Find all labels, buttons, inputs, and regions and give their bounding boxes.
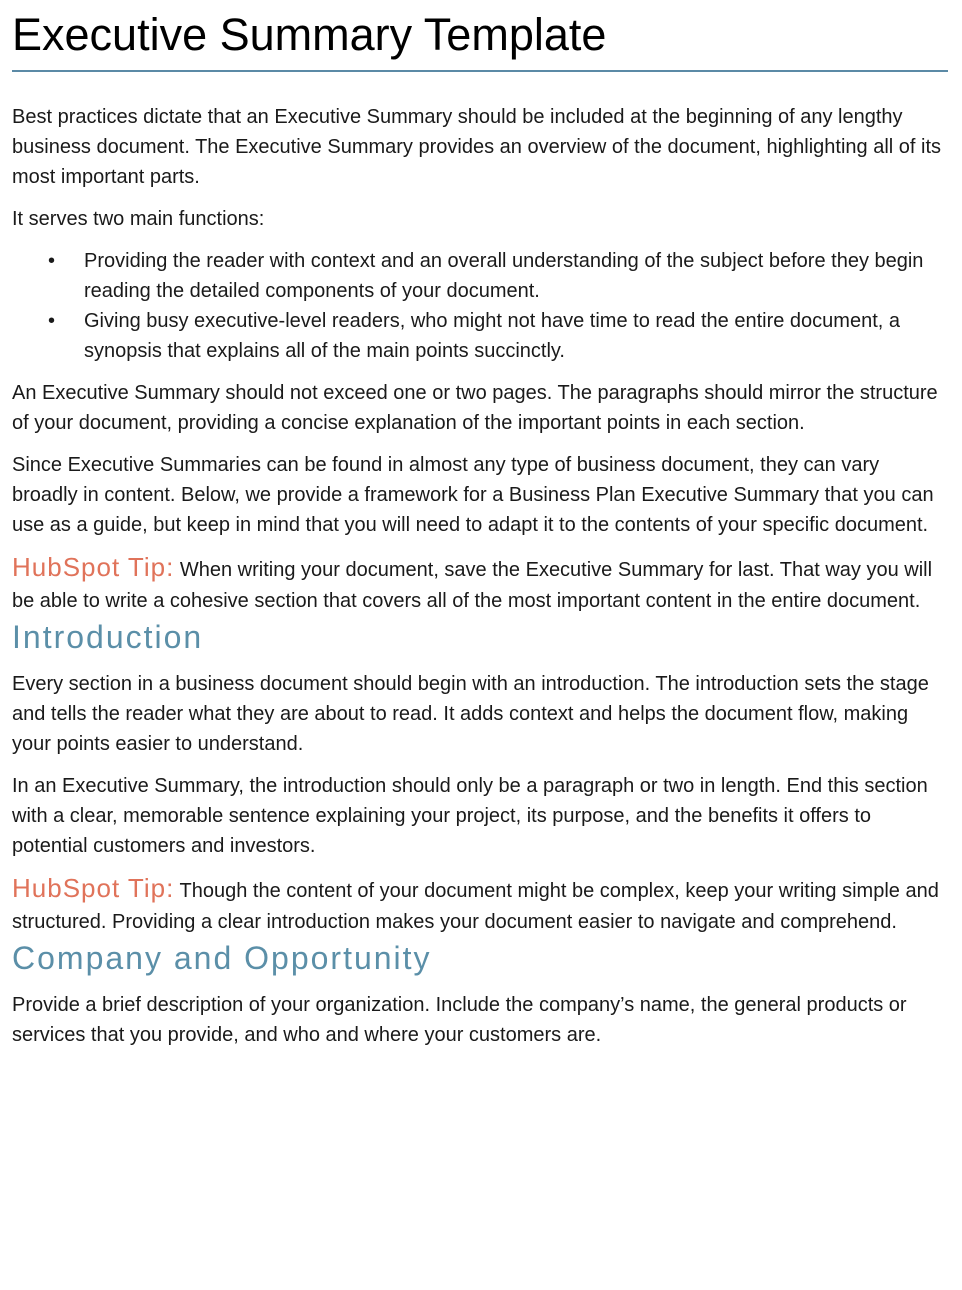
list-item: [12, 246, 950, 306]
tip-label: HubSpot Tip:: [12, 873, 175, 903]
bullet-icon: •: [48, 310, 56, 332]
title-block: [12, 8, 948, 72]
list-item-text: Giving busy executive-level readers, who might not have time to read the entire document, a synopsis that explains all of the main points succinctly.: [84, 310, 900, 362]
hubspot-tip-2: [12, 873, 950, 938]
intro-paragraph-2: It serves two main functions:: [12, 208, 265, 230]
section-heading-introduction: Introduction: [12, 619, 204, 655]
list-item-text: Providing the reader with context and an overall understanding of the subject before they begin reading the detailed components of your document.: [84, 250, 924, 302]
list-item: [12, 306, 950, 366]
introduction-paragraph-1: Every section in a business document should begin with an introduction. The introduction sets the stage and tells the reader what they are about to read. It adds context and helps the document flow, making your points easier to understand.: [12, 673, 929, 755]
intro-paragraph-4: Since Executive Summaries can be found in almost any type of business document, they can vary broadly in content. Below, we provide a framework for a Business Plan Executive Summary that you can use as a guide, but keep in mind that you will need to adapt it to the contents of your specific document.: [12, 454, 934, 536]
functions-list: [12, 246, 950, 366]
tip-text: Though the content of your document might be complex, keep your writing simple and structured. Providing a clear introduction makes your document easier to navigate and comprehend.: [12, 880, 939, 933]
intro-paragraph-3: An Executive Summary should not exceed one or two pages. The paragraphs should mirror the structure of your document, providing a concise explanation of the important points in each section.: [12, 382, 938, 434]
hubspot-tip-1: [12, 552, 950, 617]
company-paragraph-1: Provide a brief description of your organization. Include the company’s name, the general products or services that you provide, and who and where your customers are.: [12, 994, 907, 1046]
document-page: [0, 8, 962, 1290]
tip-label: HubSpot Tip:: [12, 552, 175, 582]
section-heading-company: Company and Opportunity: [12, 940, 432, 976]
page-title: Executive Summary Template: [12, 8, 948, 72]
intro-paragraph-1: Best practices dictate that an Executive Summary should be included at the beginning of any lengthy business document. The Executive Summary provides an overview of the document, highlighting all of its most important parts.: [12, 106, 942, 188]
tip-text: When writing your document, save the Executive Summary for last. That way you will be able to write a cohesive section that covers all of the most important content in the entire document.: [12, 559, 933, 612]
introduction-paragraph-2: In an Executive Summary, the introduction should only be a paragraph or two in length. End this section with a clear, memorable sentence explaining your project, its purpose, and the benefits it offers to potential customers and investors.: [12, 775, 928, 857]
bullet-icon: •: [48, 250, 56, 272]
